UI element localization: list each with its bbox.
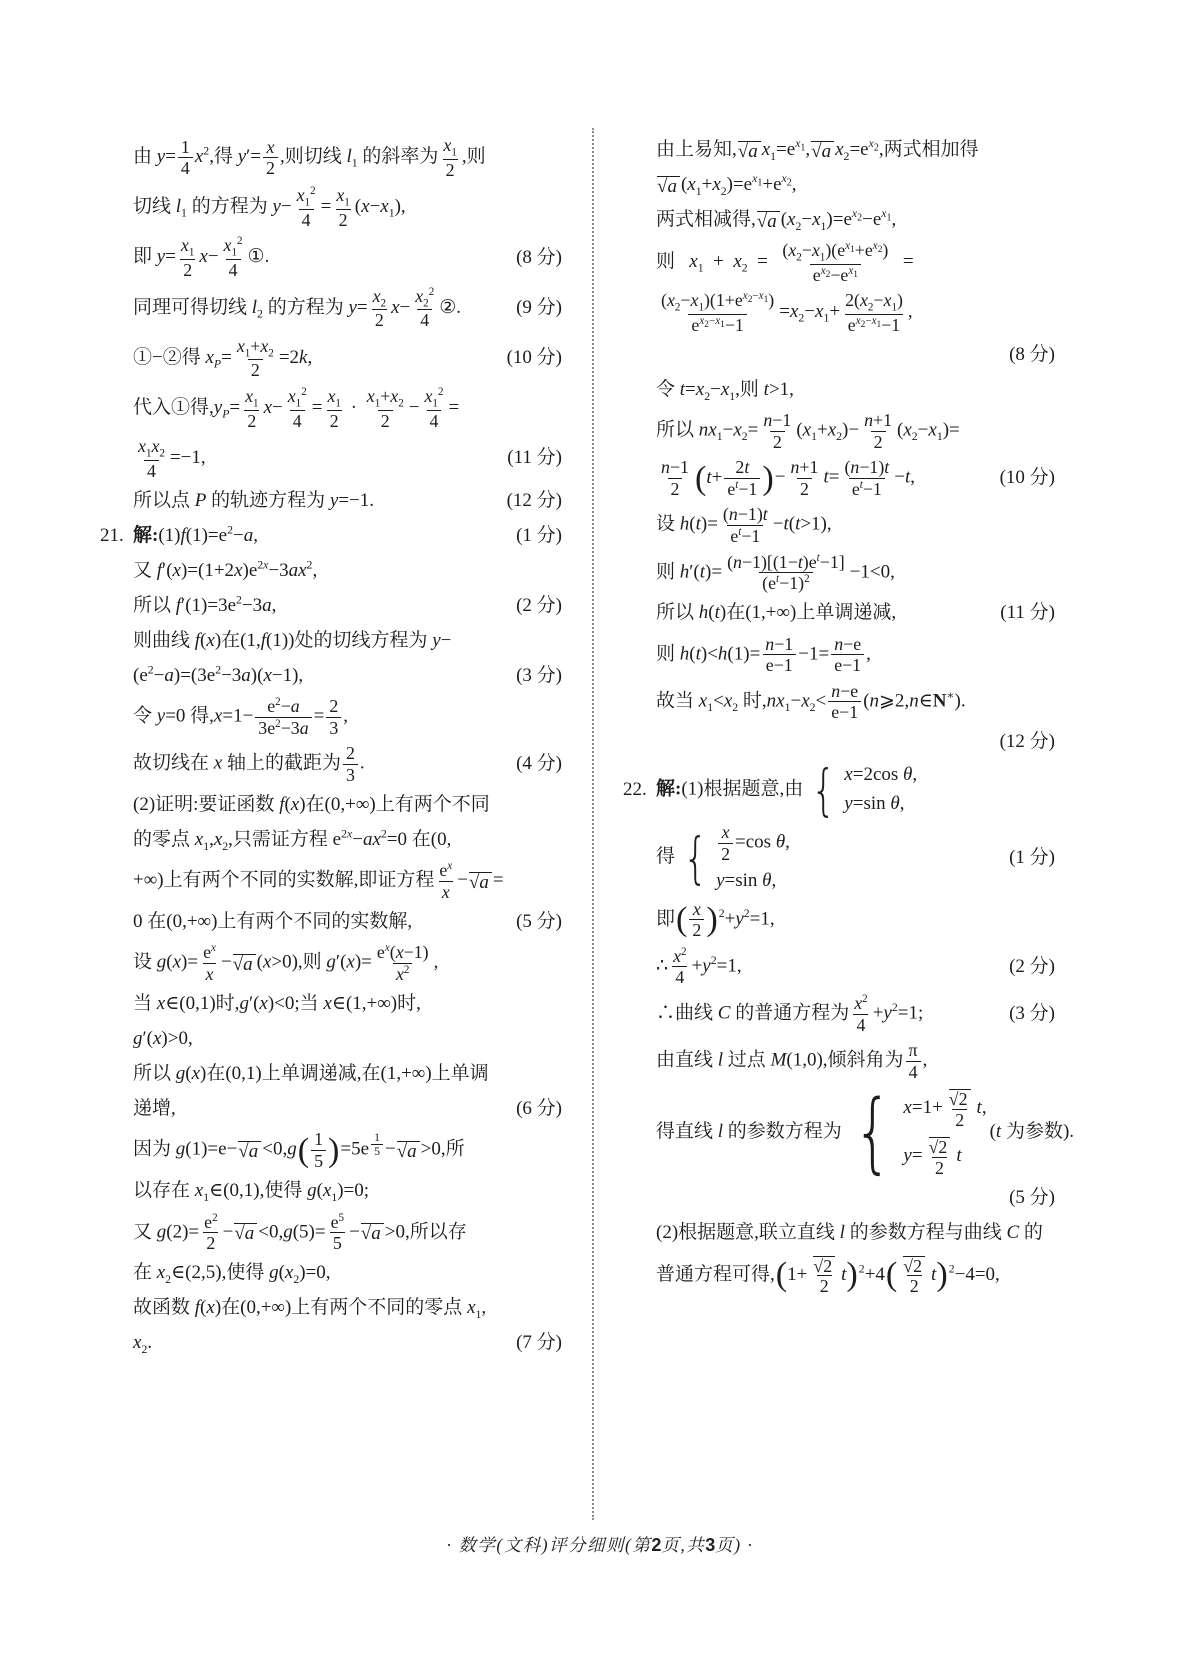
solution-line bbox=[133, 1294, 562, 1324]
math-expression: √ a $(x_1+x_2)=e^{x_1}+e^{x_2}$, bbox=[656, 173, 797, 198]
math-expression: 令 y=0 得,x=1− $\frac{e^2-a}{3e^2-3a}$ = $\frac{2}{3}$ , bbox=[133, 696, 349, 738]
math-expression: 设 g(x)= $\frac{e^x}{x}$ − √ a (x>0),则 g′(x)= $\frac{e^x(x-1)}{x^2}$ , bbox=[133, 942, 438, 984]
math-expression: 即 ( x 2 )$^2+y^2=1$, bbox=[656, 899, 775, 941]
math-expression: 所以 $f'(1)=3e^2-3a$, bbox=[133, 593, 277, 616]
solution-line bbox=[133, 1059, 562, 1089]
score-mark: (3 分) bbox=[1009, 1002, 1055, 1024]
score-mark: (3 分) bbox=[516, 664, 562, 686]
solution-line bbox=[656, 993, 1055, 1035]
math-expression: 解$:(1)f(1)=e^2-a$, bbox=[133, 523, 258, 546]
score-mark: (2 分) bbox=[1009, 955, 1055, 977]
math-expression: 以存在 $x_1\in(0,1)$,使得 $g(x_1)=0$; bbox=[133, 1180, 370, 1204]
math-expression: $\frac{(x_2-x_1)(1+e^{x_2-x_1})}{e^{x_2-x_1}-1}$ $=x_2-x_1+$ $\frac{2(x_2-x_1)}{e^{x_2-x_1}-1}$ , bbox=[661, 290, 913, 335]
solution-line bbox=[133, 286, 562, 331]
solution-line bbox=[656, 899, 1055, 941]
math-expression: 又 $f'(x)=(1+2x)e^{2x}-3ax^2$, bbox=[133, 558, 318, 581]
math-expression: 则曲线 f(x)在(1,f(1))处的切线方程为 y− bbox=[133, 629, 452, 651]
math-expression: 又 g(2)= $\frac{e^2}{2}$ − √ a <0,g(5)= $\frac{e^5}{5}$ − √ a >0,所以存 bbox=[133, 1212, 467, 1254]
math-expression: +∞)上有两个不同的实数解,即证方程 $\frac{e^x}{x}$ − √ a = bbox=[133, 860, 504, 902]
math-expression: (2)根据题意,联立直线 l 的参数方程与曲线 C 的 bbox=[656, 1222, 1043, 1244]
solution-line bbox=[656, 205, 1055, 235]
solution-line bbox=[623, 763, 1055, 817]
math-expression: 由 y= $\frac{1}{4}$ $x^2$,得 y′= $\frac{x}{2}$ ,则切线 $l_1$ 的斜率为 $\frac{x_1}{2}$ ,则 bbox=[133, 135, 486, 180]
math-expression: 代入①得$,y_P=$ $\frac{x_1}{2}$ x− $\frac{x_1^2}{4}$ = $\frac{x_1}{2}$ · $\frac{x_1+x_2}{2}$ − $\frac{x_1^2}{4}$ = bbox=[133, 385, 460, 431]
solution-line bbox=[133, 790, 562, 820]
solution-line bbox=[133, 1329, 562, 1359]
math-expression: ∴曲线 C 的普通方程为 $\frac{x^2}{4}$ $+y^2=1$; bbox=[656, 992, 924, 1035]
solution-line bbox=[656, 135, 1055, 165]
solution-line bbox=[133, 1129, 562, 1171]
math-expression: 由直线 l 过点 M(1,0),倾斜角为 $\frac{\pi}{4}$ , bbox=[656, 1040, 928, 1082]
solution-line bbox=[133, 626, 562, 656]
score-mark: (10 分) bbox=[506, 346, 562, 368]
solution-line bbox=[133, 591, 562, 621]
solution-line bbox=[656, 1184, 1055, 1214]
solution-line bbox=[656, 728, 1055, 758]
solution-line bbox=[656, 946, 1055, 988]
math-expression: 所以点 P 的轨迹方程为 y=−1. bbox=[133, 489, 375, 511]
math-expression: 当 x∈(0,1)时,g′(x)<0;当 x∈(1,+∞)时, bbox=[133, 993, 421, 1015]
math-expression: 故函数 f(x)在(0,+∞)上有两个不同的零点 $x_1$, bbox=[133, 1297, 487, 1322]
solution-line bbox=[133, 1094, 562, 1124]
question-number: 21. bbox=[100, 524, 124, 546]
left-column bbox=[100, 130, 562, 1364]
solution-line bbox=[133, 436, 562, 481]
solution-line bbox=[133, 486, 562, 516]
solution-line bbox=[656, 552, 1055, 594]
score-mark: (1 分) bbox=[1009, 846, 1055, 868]
column-divider bbox=[592, 128, 594, 1520]
score-mark: (2 分) bbox=[516, 594, 562, 616]
math-expression: 同理可得切线 $l_2$ 的方程为 y= $\frac{x_2}{2}$ x− $\frac{x_2^2}{4}$ ②. bbox=[133, 285, 462, 331]
solution-line bbox=[133, 185, 562, 230]
math-expression: 由上易知, √ a $x_1=e^{x_1}$, √ a $x_2=e^{x_2}$,两式相加得 bbox=[656, 138, 979, 163]
math-expression: g′(x)>0, bbox=[133, 1028, 193, 1050]
score-mark: (1 分) bbox=[516, 524, 562, 546]
score-mark: (6 分) bbox=[516, 1098, 562, 1120]
solution-line bbox=[656, 457, 1055, 499]
solution-line bbox=[656, 340, 1055, 370]
score-mark: (11 分) bbox=[1000, 602, 1055, 624]
question-number: 22. bbox=[623, 778, 647, 800]
math-expression: 因为 g(1)=e− √ a <0,g ( 1 5 )=5e $^{\frac{1}{5}}$ − √ a >0,所 bbox=[133, 1129, 465, 1171]
math-expression: 设 h(t)= $\frac{(n-1)t}{e^t-1}$ −t(t>1), bbox=[656, 504, 832, 546]
solution-line bbox=[133, 942, 562, 984]
score-mark: (8 分) bbox=[1009, 344, 1055, 365]
math-expression: 在 $x_2\in(2,5)$,使得 $g(x_2)=0$, bbox=[133, 1262, 331, 1287]
math-expression: (2)证明:要证函数 f(x)在(0,+∞)上有两个不同 bbox=[133, 793, 490, 815]
solution-line bbox=[133, 556, 562, 586]
score-mark: (10 分) bbox=[999, 467, 1055, 489]
math-expression: 递增, bbox=[133, 1098, 176, 1120]
score-mark: (12 分) bbox=[506, 489, 562, 511]
score-mark: (5 分) bbox=[1009, 1187, 1055, 1209]
math-expression: ∴ $\frac{x^2}{4}$ $+y^2=1$, bbox=[656, 945, 742, 988]
solution-line bbox=[656, 240, 1055, 285]
math-expression: 普通方程可得, ( 1+ √ 2 2 t ) $^2$+4 ( √ 2 2 t ) $^2$−4=0, bbox=[656, 1254, 1000, 1297]
math-expression: 两式相减得, √ a $(x_2-x_1)=e^{x_2}-e^{x_1}$, bbox=[656, 208, 896, 233]
math-expression: 所以 g(x)在(0,1)上单调递减,在(1,+∞)上单调 bbox=[133, 1063, 489, 1085]
math-expression: 的零点 $x_1,x_2$,只需证方程 $e^{2x}-ax^2=0$ 在(0, bbox=[133, 827, 452, 853]
solution-line bbox=[133, 743, 562, 785]
math-expression: 0 在(0,+∞)上有两个不同的实数解, bbox=[133, 911, 413, 933]
math-expression: 故当 $x_1<x_2$ 时$,nx_1-x_2<$ $\frac{n-e}{e-1}$ (n⩾2,n∈N∗). bbox=[656, 680, 966, 723]
solution-line bbox=[656, 1087, 1075, 1179]
score-mark: (9 分) bbox=[516, 296, 562, 318]
math-expression: 则 h′(t)= $\frac{(n-1)[(1-t)e^t-1]}{(e^t-1)^2}$ −1<0, bbox=[656, 551, 895, 594]
solution-line bbox=[656, 290, 1055, 335]
solution-line bbox=[100, 521, 562, 551]
score-mark: (11 分) bbox=[507, 447, 562, 469]
math-expression: $\frac{x_1x_2}{4}$ =−1, bbox=[138, 436, 206, 481]
math-expression: 则 h(t)<h(1)= $\frac{n-1}{e-1}$ −1= $\frac{n-e}{e-1}$ , bbox=[656, 633, 871, 676]
solution-line bbox=[133, 336, 562, 381]
solution-line bbox=[133, 907, 562, 937]
solution-line bbox=[656, 504, 1055, 546]
math-expression: 所以 h(t)在(1,+∞)上单调递减, bbox=[656, 602, 897, 624]
solution-line bbox=[133, 235, 562, 280]
score-mark: (5 分) bbox=[516, 911, 562, 933]
math-expression: 得 { $\frac{x}{2}$ =cos θ, y=sin θ, bbox=[656, 822, 793, 894]
solution-line bbox=[656, 1254, 1055, 1297]
math-expression: 则 $x_1 + x_2$ = $\frac{(x_2-x_1)(e^{x_1}+e^{x_2})}{e^{x_2}-e^{x_1}}$ = bbox=[656, 240, 914, 285]
math-expression: $x_2$. bbox=[133, 1332, 153, 1357]
solution-line bbox=[133, 386, 562, 431]
score-mark: (7 分) bbox=[516, 1332, 562, 1354]
solution-line bbox=[133, 1212, 562, 1254]
solution-line bbox=[656, 681, 1055, 723]
solution-line bbox=[656, 170, 1055, 200]
math-expression: 令 $t=x_2-x_1$,则 t>1, bbox=[656, 379, 794, 403]
math-expression: 故切线在 x 轴上的截距为 $\frac{2}{3}$ . bbox=[133, 743, 365, 785]
solution-line bbox=[656, 375, 1055, 405]
solution-line bbox=[133, 825, 562, 855]
math-expression: ①−②得 $x_P=$ $\frac{x_1+x_2}{2}$ =2k, bbox=[133, 335, 313, 381]
math-expression: 所以 $nx_1-x_2=$ $\frac{n-1}{2}$ $(x_1+x_2)-$ $\frac{n+1}{2}$ $(x_2-x_1)=$ bbox=[656, 410, 960, 452]
solution-line bbox=[133, 1024, 562, 1054]
score-mark: (8 分) bbox=[516, 246, 562, 268]
solution-line bbox=[133, 860, 562, 902]
solution-line bbox=[656, 410, 1055, 452]
solution-line bbox=[656, 634, 1055, 676]
solution-line bbox=[133, 135, 562, 180]
math-expression: $(e^2-a)=(3e^2-3a)(x-1)$, bbox=[133, 663, 304, 686]
solution-line bbox=[656, 822, 1055, 894]
solution-line bbox=[133, 661, 562, 691]
math-expression: 得直线 l 的参数方程为 { x=1+ √ $\frac{2}{2}$ t, y= √ $\frac{2}{2}$ t (t 为参数). bbox=[656, 1087, 1074, 1179]
solution-line bbox=[656, 599, 1055, 629]
solution-line bbox=[133, 989, 562, 1019]
math-expression: $\frac{n-1}{2}$ ( t + 2t $e^t-1$ )− $\frac{n+1}{2}$ t= $\frac{(n-1)t}{e^t-1}$ −t, bbox=[656, 457, 915, 499]
right-column bbox=[623, 130, 1075, 1302]
solution-line bbox=[133, 1259, 562, 1289]
page-footer: · 数学(文科)评分细则(第2页,共3页) · bbox=[446, 1535, 754, 1555]
solution-line bbox=[133, 696, 562, 738]
solution-line bbox=[656, 1040, 1055, 1082]
math-expression: 切线 $l_1$ 的方程为 y− $\frac{x_1^2}{4}$ = $\frac{x_1}{2}$ $(x-x_1)$, bbox=[133, 185, 406, 230]
solution-line bbox=[133, 1177, 562, 1207]
solution-line bbox=[656, 1219, 1055, 1249]
math-expression: 即 y= $\frac{x_1}{2}$ x− $\frac{x_1^2}{4}$ ①. bbox=[133, 235, 270, 280]
score-mark: (4 分) bbox=[516, 752, 562, 774]
math-expression: 解:(1)根据题意,由 { x=2cos θ, y=sin θ, bbox=[656, 763, 920, 817]
score-mark: (12 分) bbox=[999, 731, 1055, 753]
